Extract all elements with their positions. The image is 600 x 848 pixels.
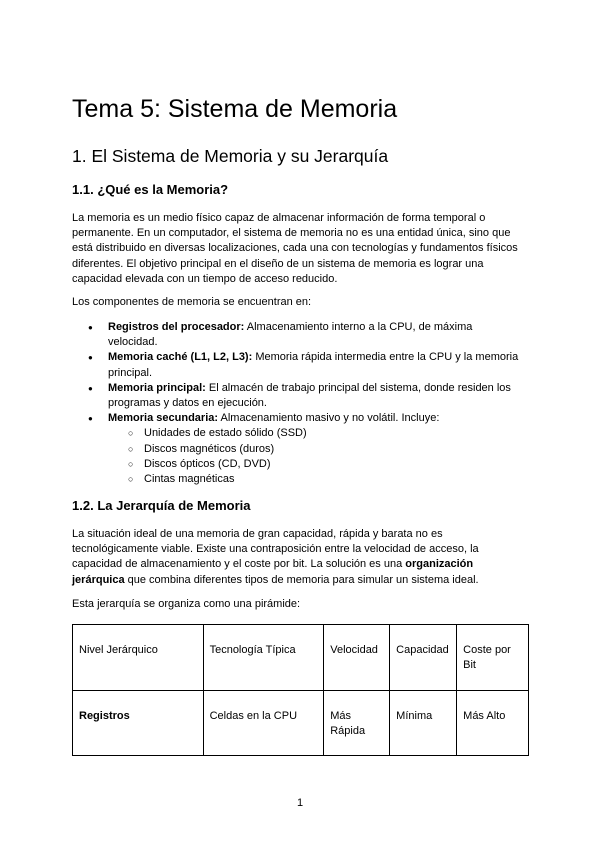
emphasis-term: organización	[405, 558, 474, 571]
bullet-desc: Memoria rápida intermedia entre la CPU y la memoria	[252, 351, 519, 364]
memory-definition-paragraph	[72, 211, 532, 287]
components-intro: Los componentes de memoria se encuentran en:	[72, 296, 312, 308]
table-header-cell: Velocidad	[324, 625, 390, 691]
paragraph-line: está distribuido en diversas localizaciones, cada una con tecnologías y fundamentos físicos	[72, 242, 518, 255]
table-cell: Celdas en la CPU	[203, 691, 324, 756]
memory-components-list	[72, 320, 532, 487]
table-cell: Más Rápida	[324, 691, 390, 756]
sub-list-item: ○ Discos ópticos (CD, DVD)	[108, 457, 532, 472]
table-cell: Registros	[73, 691, 204, 756]
page-number: 1	[296, 797, 304, 809]
emphasis-term: jerárquica	[72, 573, 125, 586]
table-cell: Más Alto	[457, 691, 529, 756]
list-item	[72, 381, 532, 411]
section-1-heading: 1. El Sistema de Memoria y su Jerarquía	[72, 146, 389, 166]
paragraph-line: La memoria es un medio físico capaz de almacenar información de forma temporal o	[72, 212, 486, 224]
paragraph-line: capacidad elevada con un tiempo de acceso reducido.	[72, 272, 338, 285]
paragraph-line: que combina diferentes tipos de memoria para simular un sistema ideal.	[124, 573, 479, 586]
bullet-desc-cont: programas y datos en ejecución.	[108, 397, 267, 410]
bullet-desc: El almacén de trabajo principal del sistema, donde residen los	[205, 381, 511, 394]
paragraph-line: tecnológicamente viable. Existe una contraposición entre la velocidad de acceso, la	[72, 543, 479, 556]
section-1-2-heading	[72, 497, 250, 515]
document-title: Tema 5: Sistema de Memoria	[72, 95, 398, 123]
pyramid-intro: Esta jerarquía se organiza como una pirámide:	[72, 598, 301, 610]
list-item	[72, 320, 532, 350]
sub-list-item: ○ Unidades de estado sólido (SSD)	[108, 426, 532, 441]
hierarchy-table	[72, 624, 529, 756]
bullet-desc: Almacenamiento masivo y no volátil. Incluye:	[218, 412, 440, 425]
list-item	[72, 350, 532, 380]
bullet-term: Memoria principal:	[108, 381, 206, 394]
paragraph-line: permanente. En un computador, el sistema de memoria no es una entidad única, sino que	[72, 227, 511, 240]
list-item	[72, 411, 532, 487]
table-header-cell: Capacidad	[390, 625, 457, 691]
bullet-term: Registros del procesador:	[108, 321, 245, 333]
paragraph-line: capacidad de almacenamiento y el coste por bit. La solución es una	[72, 558, 406, 571]
bullet-desc: Almacenamiento interno a la CPU, de máxima	[244, 321, 473, 333]
bullet-desc-cont: velocidad.	[108, 336, 158, 349]
section-1-1-number: 1.1.	[72, 182, 94, 197]
section-1-2-title: La Jerarquía de Memoria	[97, 498, 251, 513]
hierarchy-paragraph	[72, 527, 532, 588]
table-header-cell: Tecnología Típica	[203, 625, 324, 691]
paragraph-line: La situación ideal de una memoria de gran capacidad, rápida y barata no es	[72, 528, 443, 540]
sub-list-item: ○ Discos magnéticos (duros)	[108, 442, 532, 457]
paragraph-line: diferentes. El objetivo principal en el diseño de un sistema de memoria es lograr una	[72, 257, 484, 270]
table-cell: Mínima	[390, 691, 457, 756]
bullet-desc-cont: principal.	[108, 366, 153, 379]
secondary-memory-sublist	[108, 426, 532, 487]
bullet-term: Memoria secundaria:	[108, 412, 219, 425]
table-header-cell: Coste por Bit	[457, 625, 529, 691]
sub-list-item: ○ Cintas magnéticas	[108, 472, 532, 487]
table-row	[73, 691, 529, 756]
section-1-1-heading	[72, 181, 228, 199]
table-header-cell: Nivel Jerárquico	[73, 625, 204, 691]
section-1-2-number: 1.2.	[72, 498, 94, 513]
bullet-term: Memoria caché (L1, L2, L3):	[108, 351, 253, 364]
section-1-1-title: ¿Qué es la Memoria?	[97, 182, 229, 197]
table-header-row	[73, 625, 529, 691]
